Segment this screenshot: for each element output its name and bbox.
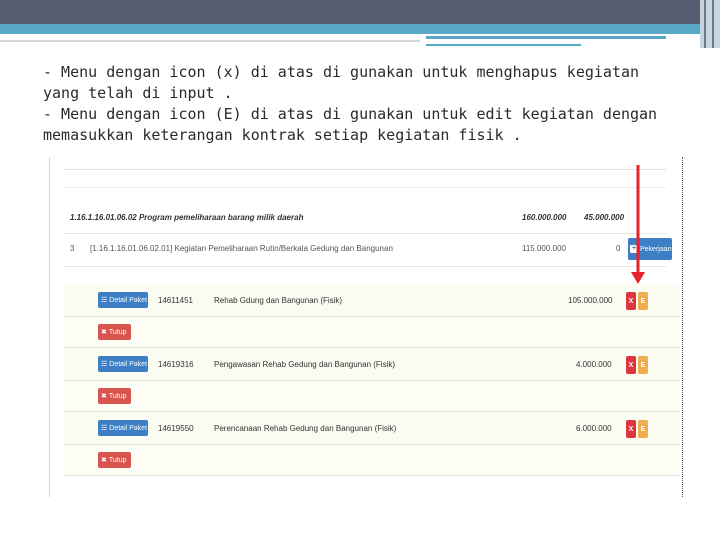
paket-amount: 6.000.000 bbox=[576, 424, 612, 433]
instruction-delete: - Menu dengan icon (x) di atas di gunakan untuk menghapus kegiatan yang telah di input . bbox=[43, 63, 640, 102]
program-name: 1.16.1.16.01.06.02 Program pemeliharaan barang milik daerah bbox=[70, 213, 304, 222]
divider-rule-accent bbox=[426, 36, 666, 39]
detail-paket-row bbox=[64, 348, 680, 381]
tutup-button[interactable] bbox=[98, 452, 131, 468]
instruction-edit: - Menu dengan icon (E) di atas di gunakan untuk edit kegiatan dengan memasukkan keterangan kontrak setiap kegiatan fisik . bbox=[43, 105, 658, 144]
detail-paket-label: Detail Paket bbox=[109, 360, 148, 368]
kegiatan-number: 3 bbox=[70, 244, 75, 253]
app-screenshot-panel bbox=[49, 157, 683, 497]
tutup-button[interactable] bbox=[98, 388, 131, 404]
kegiatan-amount: 115.000.000 bbox=[522, 244, 566, 253]
detail-paket-block bbox=[64, 412, 680, 474]
kegiatan-row bbox=[64, 234, 666, 267]
detail-paket-block bbox=[64, 348, 680, 410]
detail-paket-button[interactable] bbox=[98, 292, 148, 308]
kegiatan-name: [1.16.1.16.01.06.02.01] Kegiatan Pemeliharaan Rutin/Berkala Gedung dan Bangunan bbox=[90, 244, 393, 253]
delete-button[interactable]: X bbox=[626, 356, 636, 374]
tutup-button[interactable] bbox=[98, 324, 131, 340]
divider-rule bbox=[0, 40, 420, 42]
list-icon: ☰ bbox=[101, 297, 108, 304]
paket-amount: 105.000.000 bbox=[568, 296, 613, 305]
delete-button[interactable]: X bbox=[626, 292, 636, 310]
list-icon: ☰ bbox=[101, 425, 108, 432]
paket-code: 14611451 bbox=[158, 296, 193, 305]
divider-rule-accent bbox=[426, 44, 581, 46]
detail-paket-label: Detail Paket bbox=[109, 296, 148, 304]
panel-dotted-border bbox=[682, 157, 683, 497]
paket-amount: 4.000.000 bbox=[576, 360, 612, 369]
close-icon: ✖ bbox=[101, 393, 107, 400]
header-corner bbox=[700, 0, 720, 48]
tutup-row bbox=[64, 445, 680, 476]
pekerjaan-label: Pekerjaan bbox=[640, 245, 672, 253]
header-bar-accent bbox=[0, 24, 700, 34]
header-bar-dark bbox=[0, 0, 700, 24]
paket-name: Pengawasan Rehab Gedung dan Bangunan (Fisik) bbox=[214, 360, 396, 369]
program-amount-1: 160.000.000 bbox=[522, 213, 567, 222]
kegiatan-value: 0 bbox=[616, 244, 621, 253]
corner-stripe bbox=[704, 0, 706, 48]
detail-paket-block bbox=[64, 284, 680, 346]
add-pekerjaan-button[interactable] bbox=[628, 238, 672, 260]
detail-paket-row bbox=[64, 284, 680, 317]
tutup-row bbox=[64, 317, 680, 348]
close-icon: ✖ bbox=[101, 329, 107, 336]
tutup-row bbox=[64, 381, 680, 412]
detail-paket-button[interactable] bbox=[98, 356, 148, 372]
paket-code: 14619316 bbox=[158, 360, 194, 369]
edit-button[interactable]: E bbox=[638, 292, 648, 310]
detail-paket-label: Detail Paket bbox=[109, 424, 148, 432]
plus-icon: + bbox=[631, 245, 637, 252]
list-icon: ☰ bbox=[101, 361, 108, 368]
delete-button[interactable]: X bbox=[626, 420, 636, 438]
program-amount-2: 45.000.000 bbox=[584, 213, 625, 222]
tutup-label: Tutup bbox=[108, 328, 127, 336]
close-icon: ✖ bbox=[101, 457, 107, 464]
paket-name: Perencanaan Rehab Gedung dan Bangunan (Fisik) bbox=[214, 424, 397, 433]
detail-paket-button[interactable] bbox=[98, 420, 148, 436]
tutup-label: Tutup bbox=[108, 456, 127, 464]
paket-name: Rehab Gdung dan Bangunan (Fisik) bbox=[214, 296, 343, 305]
edit-button[interactable]: E bbox=[638, 356, 648, 374]
tutup-label: Tutup bbox=[108, 392, 127, 400]
table-top-border bbox=[64, 169, 666, 170]
paket-code: 14619550 bbox=[158, 424, 194, 433]
table-header-border bbox=[64, 187, 666, 188]
edit-button[interactable]: E bbox=[638, 420, 648, 438]
corner-stripe bbox=[712, 0, 714, 48]
detail-paket-row bbox=[64, 412, 680, 445]
program-row bbox=[64, 201, 666, 234]
slide-body-text bbox=[43, 62, 683, 146]
